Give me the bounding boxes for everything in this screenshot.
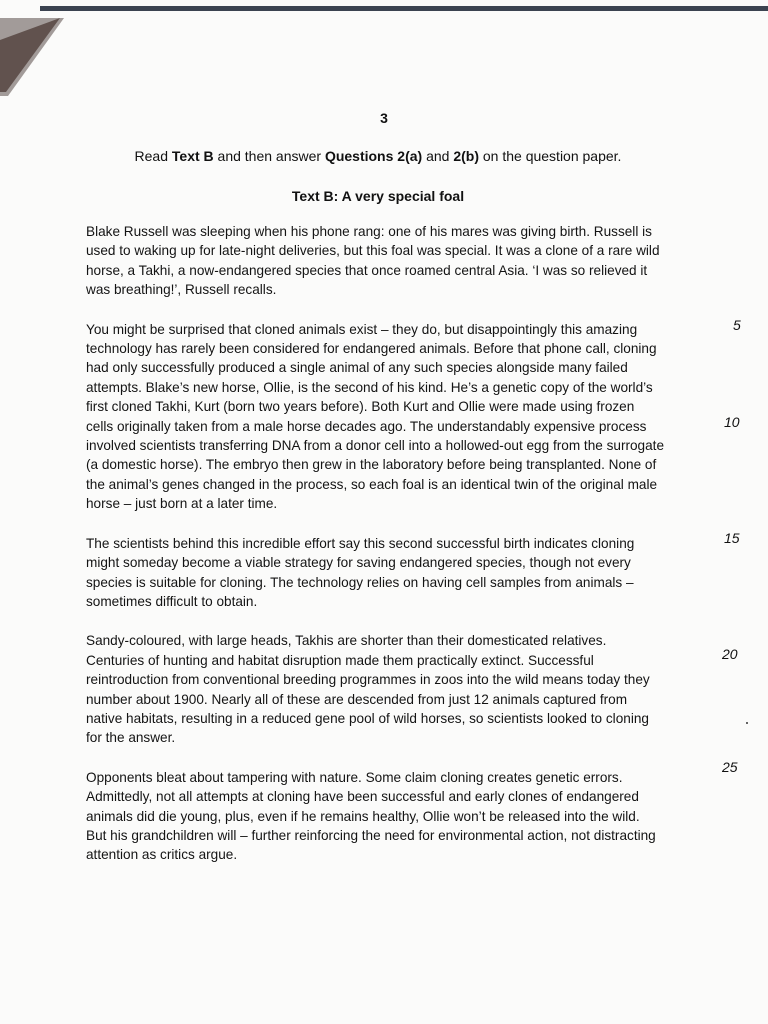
instruction-line xyxy=(0,148,768,164)
text-line: had only successfully produced a single animal of any such species alongside many failed xyxy=(86,360,628,376)
paragraph xyxy=(86,768,706,865)
instruction-questions: Questions 2(a) xyxy=(324,148,423,164)
instruction-post: on the question paper. xyxy=(479,148,622,164)
line-number-10: 10 xyxy=(724,414,740,430)
page-number: 3 xyxy=(380,110,388,126)
paragraph xyxy=(86,222,706,300)
paragraph xyxy=(86,534,706,612)
text-line: used to waking up for late-night deliveries, but this foal was special. It was a clone of a rare wild xyxy=(86,243,660,259)
text-line: reintroduction from conventional breeding programmes in zoos into the wild means today they xyxy=(86,672,650,688)
scan-speck xyxy=(746,722,748,724)
text-line: horse – just born at a later time. xyxy=(86,496,278,512)
text-line: involved scientists transferring DNA from a donor cell into a hollowed-out egg from the surrogate xyxy=(86,438,665,454)
text-line: might someday become a viable strategy for saving endangered species, though not every xyxy=(86,555,631,571)
text-line: Admittedly, not all attempts at cloning have been successful and early clones of endangered xyxy=(86,789,639,805)
paragraph xyxy=(86,631,706,747)
instruction-q2b: 2(b) xyxy=(453,148,479,164)
text-line: Blake Russell was sleeping when his phone rang: one of his mares was giving birth. Russell is xyxy=(86,224,652,239)
text-line: native habitats, resulting in a reduced gene pool of wild horses, so scientists looked to cloning xyxy=(86,710,649,726)
text-line: sometimes difficult to obtain. xyxy=(86,593,258,609)
paragraph xyxy=(86,320,706,514)
text-line: species is suitable for cloning. The technology relies on having cell samples from animals – xyxy=(86,574,634,590)
text-line: cells originally taken from a male horse decades ago. The understandably expensive process xyxy=(86,418,647,434)
line-number-5: 5 xyxy=(733,317,741,333)
instruction-pre: Read xyxy=(134,148,172,164)
line-number-25: 25 xyxy=(722,759,738,775)
text-line: Sandy-coloured, with large heads, Takhis are shorter than their domesticated relatives. xyxy=(86,633,607,649)
text-line: the animal’s genes changed in the process, so each foal is an identical twin of the original male xyxy=(86,476,658,492)
text-line: The scientists behind this incredible effort say this second successful birth indicates cloning xyxy=(86,535,635,551)
line-number-20: 20 xyxy=(722,646,738,662)
instruction-and: and xyxy=(422,148,454,164)
body-text xyxy=(86,222,706,885)
top-edge-bar xyxy=(40,6,768,11)
instruction-mid: and then answer xyxy=(213,148,325,164)
text-line: Centuries of hunting and habitat disruption made them practically extinct. Successful xyxy=(86,652,594,668)
text-line: attention as critics argue. xyxy=(86,847,238,863)
line-number-15: 15 xyxy=(724,530,740,546)
text-heading: Text B: A very special foal xyxy=(291,188,465,204)
text-line: attempts. Blake’s new horse, Ollie, is the second of his kind. He’s a genetic copy of the world’s xyxy=(86,379,653,395)
text-line: You might be surprised that cloned animals exist – they do, but disappointingly this amazing xyxy=(86,321,638,337)
text-line: horse, a Takhi, a now-endangered species that once roamed central Asia. ‘I was so relieved it xyxy=(86,262,648,278)
instruction-text-ref: Text B xyxy=(171,148,214,164)
text-line: (a domestic horse). The embryo then grew in the laboratory before being transplanted. None of xyxy=(86,457,657,473)
text-line: technology has rarely been considered for endangered animals. Before that phone call, cloning xyxy=(86,341,657,357)
text-line: Opponents bleat about tampering with nature. Some claim cloning creates genetic errors. xyxy=(86,769,623,785)
text-line: first cloned Takhi, Kurt (born two years before). Both Kurt and Ollie were made using frozen xyxy=(86,399,635,415)
text-line: was breathing!’, Russell recalls. xyxy=(86,282,277,298)
text-line: for the answer. xyxy=(86,730,176,746)
page-corner-fold xyxy=(0,0,80,100)
text-line: number about 1900. Nearly all of these are descended from just 12 animals captured from xyxy=(86,691,628,707)
text-line: But his grandchildren will – further reinforcing the need for environmental action, not distracting xyxy=(86,827,656,843)
text-line: animals did die young, plus, even if he remains healthy, Ollie won’t be released into the wild. xyxy=(86,808,640,824)
